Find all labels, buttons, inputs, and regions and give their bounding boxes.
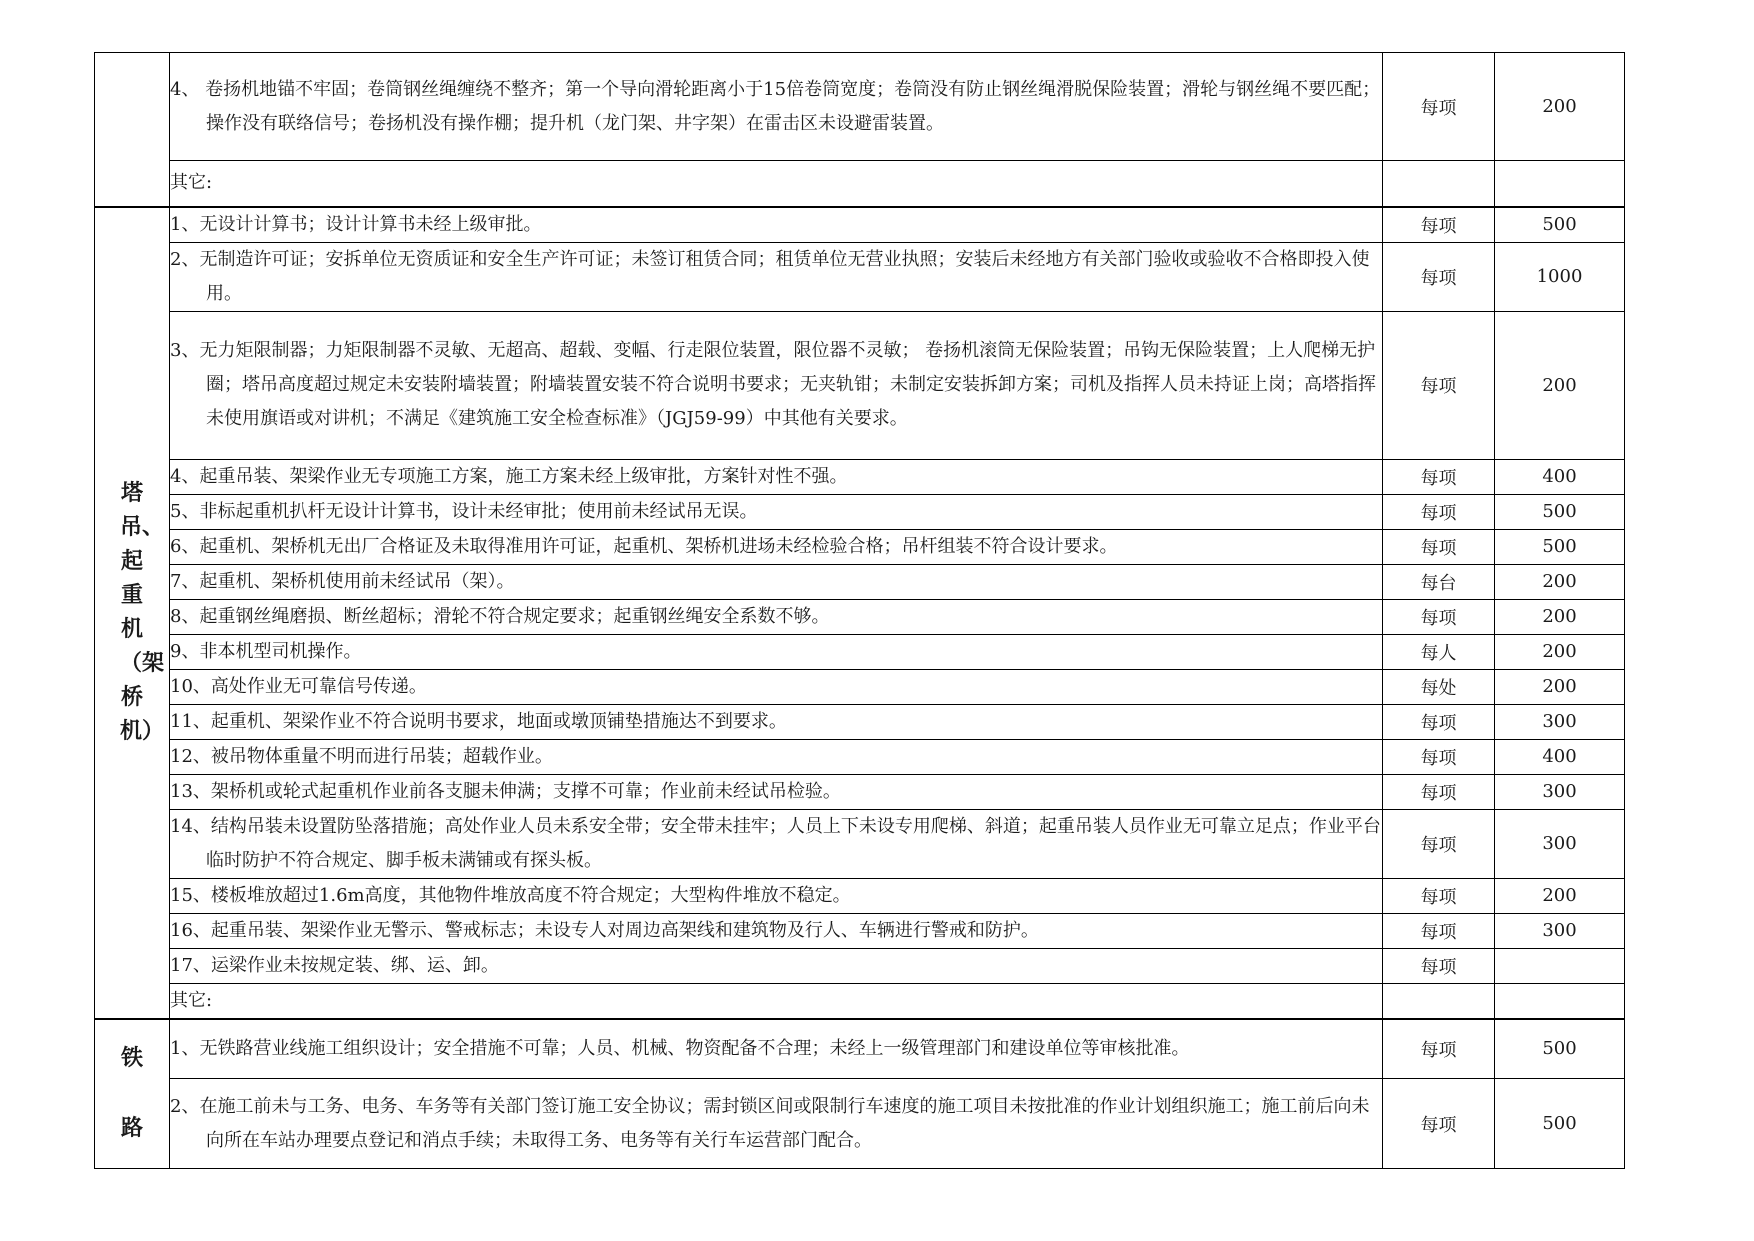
item-text: 其它: [170,989,213,1011]
unit-cell: 每项 [1383,774,1495,809]
item-text: 17、运梁作业未按规定装、绑、运、卸。 [170,954,499,976]
amount-cell: 500 [1495,529,1625,564]
amount-cell: 200 [1495,311,1625,459]
item-cell [170,242,1383,311]
table-row [95,161,1625,207]
item-cell [170,311,1383,459]
amount-cell: 400 [1495,459,1625,494]
unit-cell: 每项 [1383,809,1495,878]
item-text: 16、起重吊装、架梁作业无警示、警戒标志；未设专人对周边高架线和建筑物及行人、车辆进行警戒和防护。 [170,919,1039,941]
table-row [95,774,1625,809]
table-row [95,564,1625,599]
amount-cell [1495,983,1625,1019]
unit-cell: 每项 [1383,913,1495,948]
item-text: 3、无力矩限制器；力矩限制器不灵敏、无超高、超载、变幅、行走限位装置，限位器不灵敏； 卷扬机滚筒无保险装置；吊钩无保险装置；上人爬梯无护圈；塔吊高度超过规定未安装附墙装置；附墙装置安装不符合说明书要求；无夹轨钳；未制定安装拆卸方案；司机及指挥人员未持证上岗；高塔指挥未使用旗语或对讲机；不满足《建筑施工安全检查标准》（JGJ59-99）中其他有关要求。 [170,340,1376,429]
item-text: 4、起重吊装、架梁作业无专项施工方案，施工方案未经上级审批，方案针对性不强。 [170,465,848,487]
item-cell [170,809,1383,878]
unit-cell: 每人 [1383,634,1495,669]
item-text: 9、非本机型司机操作。 [170,640,362,662]
table-row [95,878,1625,913]
item-cell [170,704,1383,739]
category-cell [95,53,170,207]
amount-cell: 300 [1495,704,1625,739]
item-cell [170,529,1383,564]
table-row [95,1019,1625,1079]
unit-cell: 每项 [1383,311,1495,459]
item-text: 14、结构吊装未设置防坠落措施；高处作业人员未系安全带；安全带未挂牢；人员上下未设专用爬梯、斜道；起重吊装人员作业无可靠立足点；作业平台临时防护不符合规定、脚手板未满铺或有探头板。 [170,815,1381,871]
unit-cell: 每项 [1383,1079,1495,1169]
table-row [95,739,1625,774]
unit-cell [1383,983,1495,1019]
unit-cell: 每项 [1383,242,1495,311]
amount-cell: 500 [1495,207,1625,243]
table-row [95,459,1625,494]
amount-cell: 500 [1495,494,1625,529]
item-text: 7、起重机、架桥机使用前未经试吊（架）。 [170,570,515,592]
item-cell [170,599,1383,634]
item-cell [170,739,1383,774]
item-text: 2、在施工前未与工务、电务、车务等有关部门签订施工安全协议；需封锁区间或限制行车速度的施工项目未按批准的作业计划组织施工；施工前后向未向所在车站办理要点登记和消点手续；未取得工务、电务等有关行车运营部门配合。 [170,1095,1370,1151]
table-row [95,948,1625,983]
item-cell [170,1079,1383,1169]
unit-cell: 每项 [1383,739,1495,774]
unit-cell: 每项 [1383,207,1495,243]
amount-cell: 1000 [1495,242,1625,311]
table-row [95,311,1625,459]
unit-cell: 每项 [1383,53,1495,161]
amount-cell: 200 [1495,599,1625,634]
item-cell [170,983,1383,1019]
item-text: 8、起重钢丝绳磨损、断丝超标；滑轮不符合规定要求；起重钢丝绳安全系数不够。 [170,605,830,627]
item-cell [170,774,1383,809]
amount-cell: 300 [1495,913,1625,948]
item-text: 1、无设计计算书；设计计算书未经上级审批。 [170,213,542,235]
amount-cell: 200 [1495,53,1625,161]
item-cell [170,1019,1383,1079]
table-row [95,207,1625,243]
item-cell [170,634,1383,669]
unit-cell: 每处 [1383,669,1495,704]
table-row [95,704,1625,739]
amount-cell: 400 [1495,739,1625,774]
amount-cell [1495,948,1625,983]
item-cell [170,459,1383,494]
table-row [95,913,1625,948]
table-row [95,983,1625,1019]
category-label: 塔吊、起重机（架桥机） [120,480,165,744]
category-cell [95,207,170,1019]
unit-cell: 每项 [1383,1019,1495,1079]
item-cell [170,564,1383,599]
amount-cell: 500 [1495,1019,1625,1079]
item-cell [170,913,1383,948]
amount-cell: 200 [1495,564,1625,599]
item-text: 其它: [170,172,213,194]
item-cell [170,207,1383,243]
table-row [95,669,1625,704]
unit-cell: 每项 [1383,599,1495,634]
table-row [95,494,1625,529]
item-cell [170,948,1383,983]
table-row [95,242,1625,311]
unit-cell: 每项 [1383,494,1495,529]
amount-cell [1495,161,1625,207]
table-row [95,809,1625,878]
item-cell [170,494,1383,529]
item-cell [170,878,1383,913]
amount-cell: 300 [1495,809,1625,878]
item-text: 6、起重机、架桥机无出厂合格证及未取得准用许可证，起重机、架桥机进场未经检验合格；吊杆组装不符合设计要求。 [170,535,1118,557]
unit-cell: 每项 [1383,529,1495,564]
item-text: 15、楼板堆放超过1.6m高度，其他物件堆放高度不符合规定；大型构件堆放不稳定。 [170,884,851,906]
unit-cell: 每项 [1383,948,1495,983]
amount-cell: 200 [1495,634,1625,669]
item-text: 1、无铁路营业线施工组织设计；安全措施不可靠；人员、机械、物资配备不合理；未经上一级管理部门和建设单位等审核批准。 [170,1037,1190,1059]
unit-cell: 每项 [1383,878,1495,913]
item-text: 10、高处作业无可靠信号传递。 [170,675,427,697]
table-row [95,634,1625,669]
unit-cell: 每台 [1383,564,1495,599]
amount-cell: 200 [1495,878,1625,913]
item-text: 4、 卷扬机地锚不牢固；卷筒钢丝绳缠绕不整齐；第一个导向滑轮距离小于15倍卷筒宽度；卷筒没有防止钢丝绳滑脱保险装置；滑轮与钢丝绳不要匹配；操作没有联络信号；卷扬机没有操作棚；提升机（龙门架、井字架）在雷击区未设避雷装置。 [170,78,1381,134]
unit-cell [1383,161,1495,207]
penalty-table [94,52,1625,1169]
amount-cell: 200 [1495,669,1625,704]
item-text: 2、无制造许可证；安拆单位无资质证和安全生产许可证；未签订租赁合同；租赁单位无营业执照；安装后未经地方有关部门验收或验收不合格即投入使用。 [170,248,1370,304]
table-row [95,53,1625,161]
item-text: 5、非标起重机扒杆无设计计算书，设计未经审批；使用前未经试吊无误。 [170,500,758,522]
item-cell [170,53,1383,161]
item-cell [170,161,1383,207]
item-cell [170,669,1383,704]
amount-cell: 500 [1495,1079,1625,1169]
table-row [95,599,1625,634]
table-row [95,529,1625,564]
item-text: 12、被吊物体重量不明而进行吊装；超载作业。 [170,745,553,767]
amount-cell: 300 [1495,774,1625,809]
table-row [95,1079,1625,1169]
unit-cell: 每项 [1383,459,1495,494]
item-text: 11、起重机、架梁作业不符合说明书要求，地面或墩顶铺垫措施达不到要求。 [170,710,787,732]
item-text: 13、架桥机或轮式起重机作业前各支腿未伸满；支撑不可靠；作业前未经试吊检验。 [170,780,841,802]
category-cell [95,1019,170,1169]
category-label: 铁路 [120,1045,143,1141]
unit-cell: 每项 [1383,704,1495,739]
